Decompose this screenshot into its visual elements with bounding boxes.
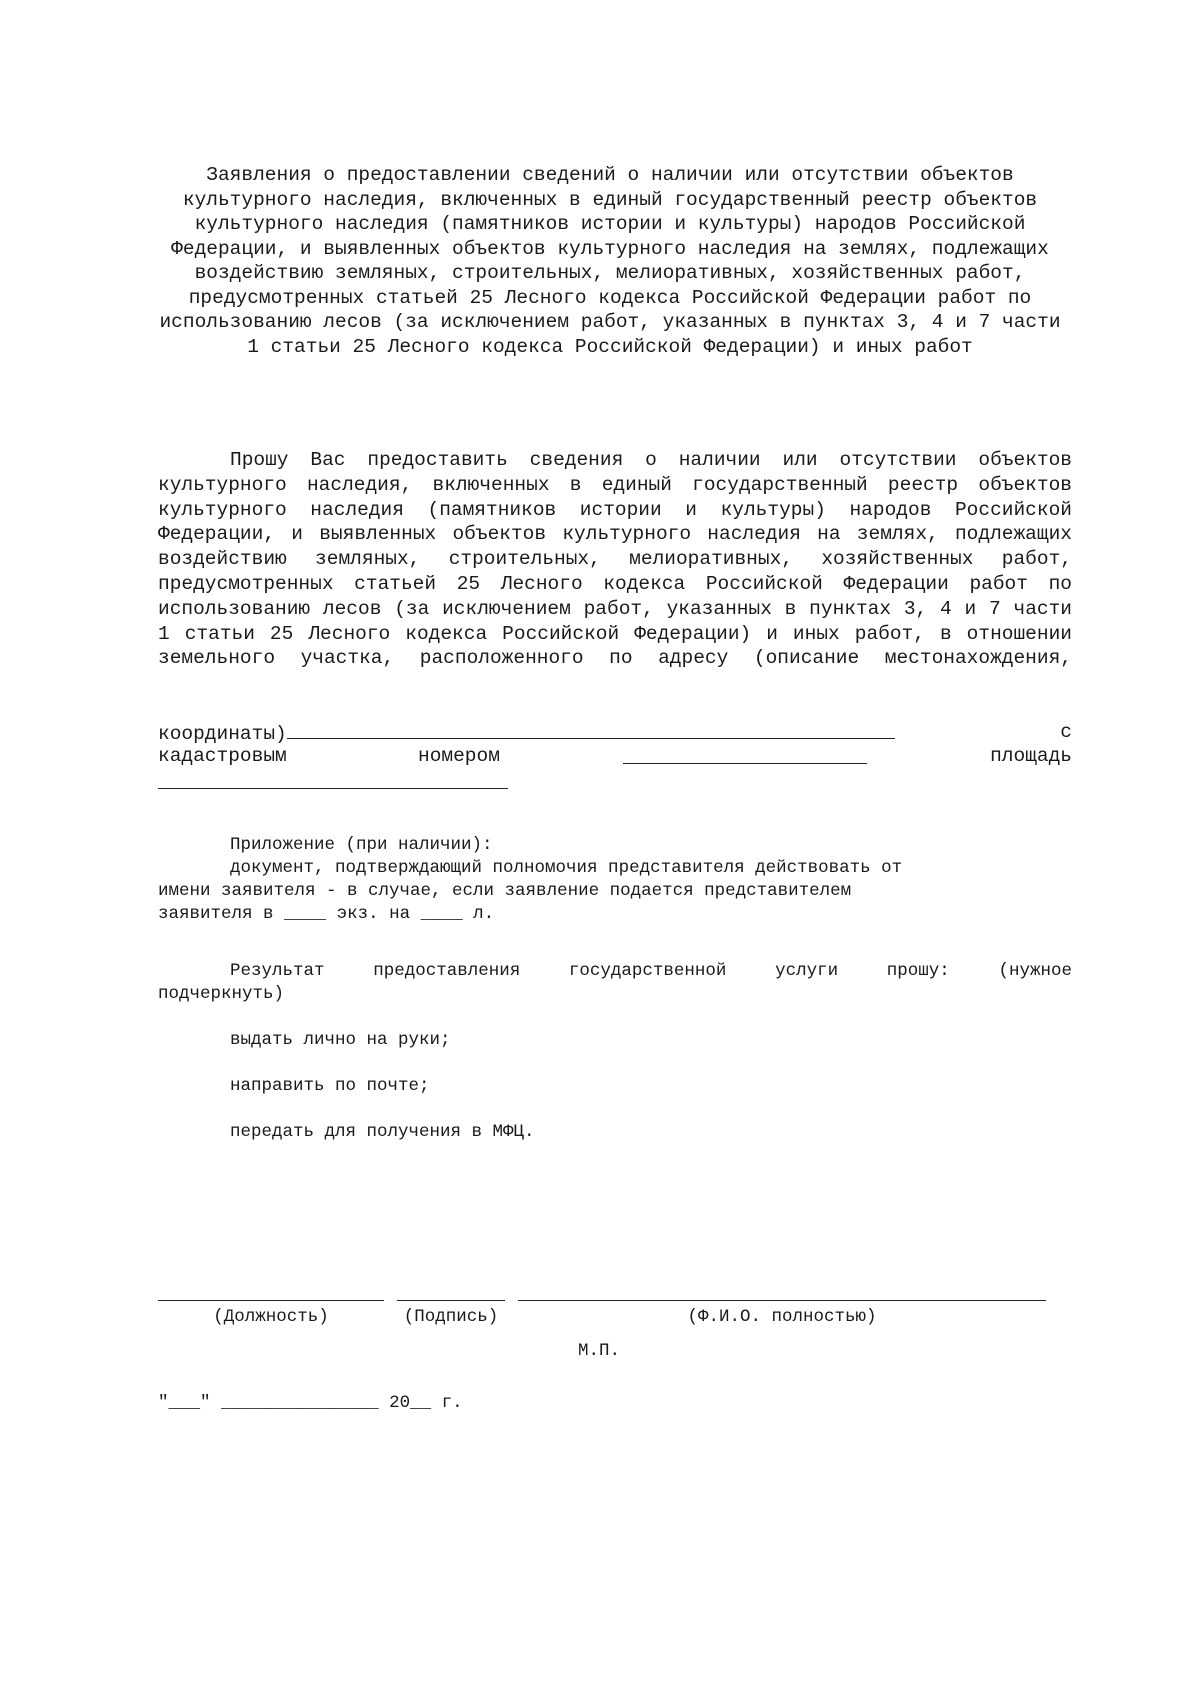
stamp-mark: М.П. [578, 1341, 621, 1361]
date-quote-close: " [200, 1393, 211, 1413]
date-year-suffix: г. [441, 1393, 463, 1413]
date-day-blank[interactable]: ___ [168, 1393, 201, 1413]
attachment-text-3 [158, 903, 1072, 926]
document-title: Заявления о предоставлении сведений о наличии или отсутствии объектов культурного наследия, включенных в единый государственный реестр объектов культурного наследия (памятников истории и культуры) народов Российской Федерации, и выявленных объектов культурного наследия на землях, подлежащих воздействию земляных, строительных, мелиоративных, хозяйственных работ, предусмотренных статьей 25 Лесного кодекса Российской Федерации работ по использованию лесов (за исключением работ, указанных в пунктах 3, 4 и 7 части 1 статьи 25 Лесного кодекса Российской Федерации) и иных работ [159, 164, 1061, 358]
signature-line[interactable] [397, 1300, 505, 1301]
request-paragraph: Прошу Вас предоставить сведения о наличии или отсутствии объектов культурного наследия, включенных в единый государственный реестр объектов культурного наследия (памятников истории и культуры) народов Российской Федерации, и выявленных объектов культурного наследия на землях, подлежащих воздействию земляных, строительных, мелиоративных, хозяйственных работ, предусмотренных статьей 25 Лесного кодекса Российской Федерации работ по использованию лесов (за исключением работ, указанных в пунктах 3, 4 и 7 части 1 статьи 25 Лесного кодекса Российской Федерации) и иных работ, в отношении земельного участка, расположенного по адресу (описание местонахождения, [158, 449, 1072, 670]
area-row [158, 770, 1072, 796]
sheets-blank[interactable]: ____ [420, 904, 463, 924]
result-option-in-person[interactable]: выдать лично на руки; [230, 1030, 451, 1050]
sheets-unit-label: л. [473, 904, 495, 924]
coordinates-row [158, 720, 1072, 746]
cadastral-label: кадастровым [158, 745, 287, 767]
date-quote-open: " [158, 1393, 169, 1413]
cadastral-number-blank[interactable] [623, 745, 867, 764]
coordinates-label: координаты) [158, 723, 287, 745]
attachment-copies-label: заявителя в [158, 904, 274, 924]
attachment-heading: Приложение (при наличии): [230, 835, 493, 855]
area-blank[interactable] [158, 770, 508, 789]
copies-blank[interactable]: ____ [284, 904, 327, 924]
attachment-text-1: документ, подтверждающий полномочия представителя действовать от [230, 858, 903, 878]
position-line[interactable] [158, 1300, 384, 1301]
full-name-caption: (Ф.И.О. полностью) [687, 1307, 877, 1327]
coordinates-blank[interactable] [287, 720, 895, 739]
number-label: номером [418, 745, 500, 767]
signature-caption: (Подпись) [403, 1307, 499, 1327]
result-option-mfc[interactable]: передать для получения в МФЦ. [230, 1122, 535, 1142]
date-month-blank[interactable]: _______________ [221, 1393, 379, 1413]
date-row [158, 1392, 1072, 1415]
position-caption: (Должность) [213, 1307, 329, 1327]
date-year-blank[interactable]: 20__ [389, 1393, 432, 1413]
result-option-by-mail[interactable]: направить по почте; [230, 1076, 430, 1096]
result-line-2: подчеркнуть) [158, 984, 285, 1004]
full-name-line[interactable] [518, 1300, 1046, 1301]
attachment-sheets-label: экз. на [336, 904, 411, 924]
result-line-1: Результат предоставления государственной услуги прошу: (нужное [230, 961, 1072, 981]
area-label: площадь [990, 745, 1072, 767]
with-label: с [1060, 721, 1072, 743]
attachment-text-2: имени заявителя - в случае, если заявление подается представителем [158, 881, 852, 901]
